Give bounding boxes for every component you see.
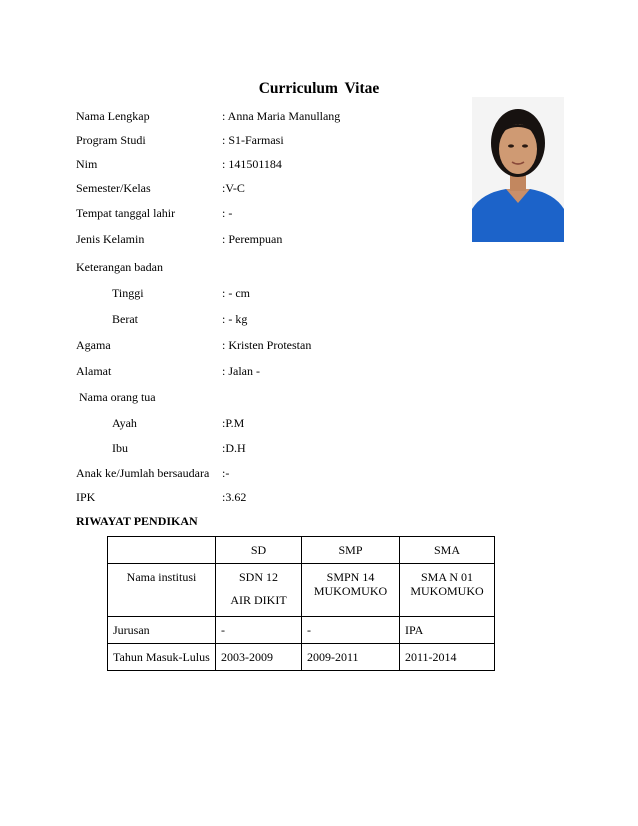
field-value: : Jalan - xyxy=(222,364,260,378)
cell-spacer xyxy=(221,607,296,610)
field-label: IPK xyxy=(76,490,96,504)
field-value: : Anna Maria Manullang xyxy=(222,109,341,123)
field-label: Tempat tanggal lahir xyxy=(76,206,176,220)
field-label: Tinggi xyxy=(112,286,144,300)
table-cell: 2011-2014 xyxy=(400,644,495,671)
header-cell: SMA xyxy=(400,537,495,564)
field-value: : Kristen Protestan xyxy=(222,338,312,352)
field-value: : 141501184 xyxy=(222,157,282,171)
field-label: Ayah xyxy=(112,416,137,430)
left-eye xyxy=(508,144,514,147)
table-cell: IPA xyxy=(400,617,495,644)
field-label: Nama Lengkap xyxy=(76,109,150,123)
table-row xyxy=(108,564,495,617)
table-cell: 2003-2009 xyxy=(216,644,302,671)
table-cell: - xyxy=(216,617,302,644)
table-cell: - xyxy=(302,617,400,644)
row-label: Tahun Masuk-Lulus xyxy=(108,644,216,671)
field-label: Jenis Kelamin xyxy=(76,232,145,246)
field-label: Nama orang tua xyxy=(79,390,156,404)
field-value: :3.62 xyxy=(222,490,247,504)
field-value: :D.H xyxy=(222,441,246,455)
document-title: Curriculum Vitae xyxy=(258,80,380,97)
field-label: Keterangan badan xyxy=(76,260,163,274)
field-value: : - cm xyxy=(222,286,250,300)
table-row xyxy=(108,617,495,644)
field-label: Semester/Kelas xyxy=(76,181,151,195)
field-label: Berat xyxy=(112,312,138,326)
portrait-photo xyxy=(472,97,564,242)
header-cell: SMP xyxy=(302,537,400,564)
table-cell: SMA N 01 MUKOMUKO xyxy=(400,564,495,617)
table-cell: 2009-2011 xyxy=(302,644,400,671)
header-cell xyxy=(108,537,216,564)
right-eye xyxy=(522,144,528,147)
field-label: Program Studi xyxy=(76,133,146,147)
table-header-row xyxy=(108,537,495,564)
field-value: :P.M xyxy=(222,416,245,430)
field-label: Anak ke/Jumlah bersaudara xyxy=(76,466,210,480)
face xyxy=(499,124,537,174)
row-label: Jurusan xyxy=(108,617,216,644)
field-value: : - kg xyxy=(222,312,248,326)
field-value: : - xyxy=(222,206,233,220)
field-label: Nim xyxy=(76,157,98,171)
table-row xyxy=(108,644,495,671)
table-cell: SMPN 14 MUKOMUKO xyxy=(302,564,400,617)
field-label: Agama xyxy=(76,338,111,352)
field-label: Alamat xyxy=(76,364,112,378)
field-value: : S1-Farmasi xyxy=(222,133,284,147)
row-label: Nama institusi xyxy=(108,564,216,617)
field-value: : Perempuan xyxy=(222,232,283,246)
field-label: Ibu xyxy=(112,441,128,455)
table-cell xyxy=(216,564,302,617)
header-cell: SD xyxy=(216,537,302,564)
section-title: RIWAYAT PENDIKAN xyxy=(76,514,198,528)
cell-line: SDN 12 xyxy=(238,570,278,584)
portrait-photo-icon xyxy=(472,97,564,242)
education-table xyxy=(107,536,495,671)
field-value: :- xyxy=(222,466,230,480)
field-value: :V-C xyxy=(222,181,245,195)
cell-line: AIR DIKIT xyxy=(230,593,287,607)
